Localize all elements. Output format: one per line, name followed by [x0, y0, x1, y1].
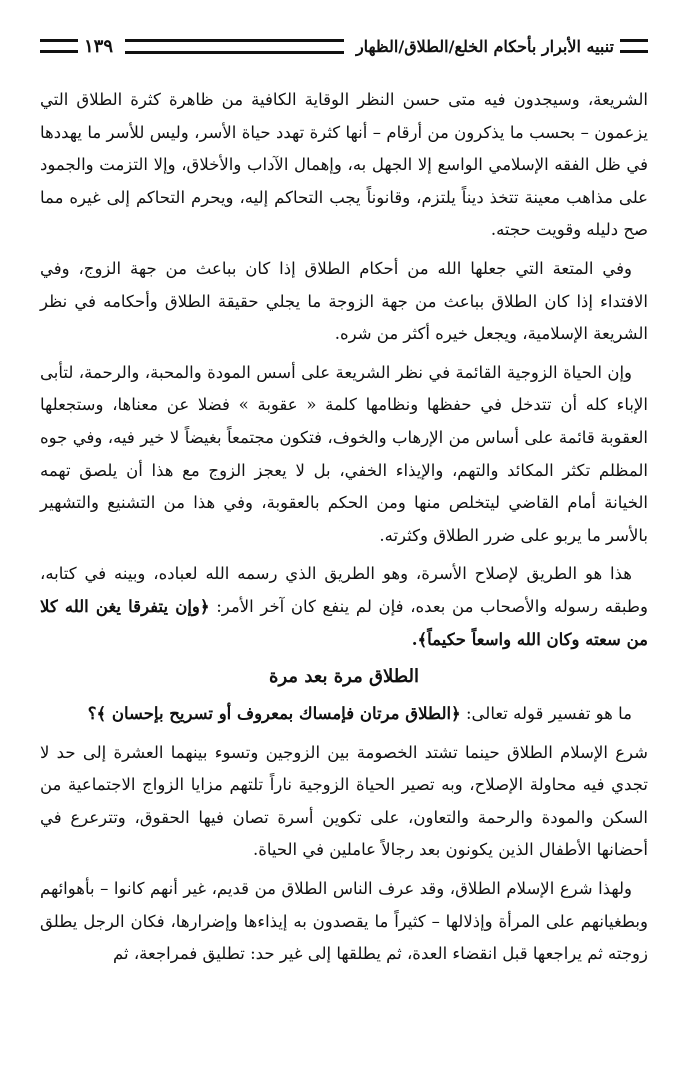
book-page [40, 30, 648, 971]
header-ornament-right [620, 39, 648, 53]
body-text [40, 84, 648, 971]
header-rule [125, 39, 344, 54]
section-heading: الطلاق مرة بعد مرة [269, 666, 419, 688]
header-ornament-left [40, 39, 78, 53]
question-line [40, 698, 648, 731]
page-number: ١٣٩ [84, 35, 114, 57]
paragraph-1: الشريعة، وسيجدون فيه متى حسن النظر الوقاية الكافية من ظاهرة كثرة الطلاق التي يزعمون – بحسب ما يذكرون من أرقام – أنها كثرة تهدد حياة الأسر، وليس للأسر ما يهددها في ظل الفقه الإسلامي الواسع إلا الجهل به، وإهمال الآداب والأخلاق، وإلا التزمت والجمود على مذاهب معينة تتخذ ديناً يلتزم، وقانوناً يجب التحاكم إليه، ويحرم التحاكم إلى غيره مما صح دليله وقويت حجته. [40, 90, 648, 240]
header-title: تنبيه الأبرار بأحكام الخلع/الطلاق/الظهار [355, 36, 614, 56]
paragraph-4-text: هذا هو الطريق لإصلاح الأسرة، وهو الطريق الذي رسمه الله لعباده، وبينه في كتابه، وطبقه رسوله والأصحاب من بعده، فإن لم ينفع كان آخر الأمر: [40, 564, 648, 616]
question-text: ما هو تفسير قوله تعالى: [460, 704, 632, 724]
paragraph-3: وإن الحياة الزوجية القائمة في نظر الشريعة على أسس المودة والمحبة، والرحمة، لتأبى الإباء كله أن تتدخل في حفظها ونظامها كلمة « عقوبة » فضلا عن معناها، وستجعلها العقوبة قائمة على أساس من الإرهاب والخوف، فتكون مجتمعاً بغيضاً لا خير فيه، وفي جوه المظلم تكثر المكائد والتهم، والإيذاء الخفي، بل لا يعجز الزوج مع هذا أن يلصق تهمه الخيانة أمام القاضي ليتخلص منها ومن الحكم بالعقوبة، وفي هذا من التشنيع والتشهير بالأسر ما يربو على ضرر الطلاق وكثرته. [40, 362, 648, 545]
quran-verse-2: ﴿الطلاق مرتان فإمساك بمعروف أو تسريح بإحسان ﴾؟ [87, 704, 461, 724]
running-header [40, 30, 648, 62]
paragraph-4 [40, 558, 648, 656]
paragraph-2: وفي المتعة التي جعلها الله من أحكام الطلاق إذا كان بباعث من جهة الزوج، وفي الافتداء إذا كان الطلاق بباعث من جهة الزوجة ما يجلي حقيقة الطلاق وأحكامه في نظر الشريعة الإسلامية، ويجعل خيره أكثر من شره. [40, 258, 648, 344]
paragraph-6: ولهذا شرع الإسلام الطلاق، وقد عرف الناس الطلاق من قديم، غير أنهم كانوا – بأهوائهم وبطغيانهم على المرأة وإذلالها – كثيراً ما يقصدون به إيذاءها وإضرارها، فكان الرجل يطلق زوجته ثم يراجعها قبل انقضاء العدة، ثم يطلقها إلى غير حد: تطليق فمراجعة، ثم [40, 879, 648, 964]
paragraph-5: شرع الإسلام الطلاق حينما تشتد الخصومة بين الزوجين وتسوء بينهما العشرة إلى حد لا تجدي فيه محاولة الإصلاح، وبه تصير الحياة الزوجية ناراً تلتهم مزايا الزواج الاجتماعية من السكن والمودة والرحمة والتعاون، على تكوين أسرة تصان فيها الحقوق، وتترعرع في أحضانها الأطفال الذين يكونون بعد رجالاً عاملين في الحياة. [40, 742, 648, 860]
quran-verse-1: ﴿وإن يتفرقا يغن الله كلا من سعته وكان الله واسعاً حكيماً﴾. [40, 596, 648, 649]
